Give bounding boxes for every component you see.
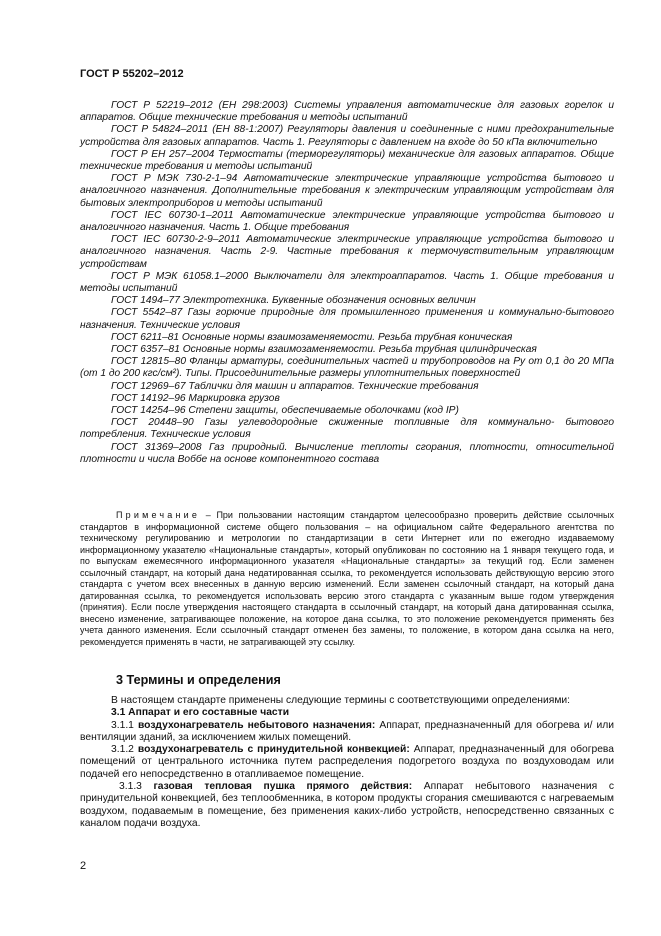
reference-item: ГОСТ 1494–77 Электротехника. Буквенные обозначения основных величин	[111, 295, 476, 307]
subsection-heading	[80, 707, 614, 719]
reference-item: ГОСТ IEC 60730-2-9–2011 Автоматические электрические управляющие устройства бытового и аналогичного назначения. Часть 2-9. Частные требования к термочувствительным управляющим устройствам	[80, 234, 614, 270]
section-body	[80, 695, 614, 830]
term-definition	[80, 781, 614, 830]
reference-item: ГОСТ Р ЕН 257–2004 Термостаты (терморегуляторы) механические для газовых аппаратов. Общие технические требования и методы испытаний	[80, 148, 614, 173]
reference-item: ГОСТ Р 52219–2012 (ЕН 298:2003) Системы управления автоматические для газовых горелок и аппаратов. Общие технические требования и методы испытаний	[80, 100, 614, 124]
term-name: воздухонагреватель небытового назначения:	[137, 719, 376, 731]
term-def: Аппарат, предназначенный для обогрева и/ или вентиляции зданий, за исключением жилых помещений.	[80, 719, 615, 743]
document-header: ГОСТ Р 55202–2012	[80, 68, 184, 80]
term-number: 3.1.1	[111, 719, 138, 731]
term-definition	[80, 720, 614, 745]
term-number: 3.1.3	[119, 781, 154, 793]
term-number: 3.1.2	[111, 744, 138, 756]
reference-item: ГОСТ 6211–81 Основные нормы взаимозаменяемости. Резьба трубная коническая	[111, 331, 513, 343]
subsection-title: 3.1 Аппарат и его составные части	[111, 707, 290, 719]
note-paragraph	[80, 510, 614, 649]
note-text: – При пользовании настоящим стандартом целесообразно проверить действие ссылочных стандартов в информационной системе общего пользования – на официальном сайте Федерального агентства по техническому регулированию и метрологии по стандартизации в сети Интернет или по ежегодно издаваемому информационному указателю «Национальные стандарты», который опубликован по состоянию на 1 января текущего года, и по выпускам ежемесячного информационного указателя «Национальные стандарты» за текущий год. Если заменен ссылочный стандарт, на который дана недатированная ссылка, то рекомендуется использовать действующую версию этого стандарта с учетом всех внесенных в данную версию изменений. Если заменен ссылочный стандарт, на который дана датированная ссылка, то рекомендуется использовать версию этого стандарта с указанным выше годом утверждения (принятия). Если после утверждения настоящего стандарта в ссылочный стандарт, на который дана датированная ссылка, внесено изменение, затрагивающее положение, на которое дана ссылка, то это положение рекомендуется применять без учета данного изменения. Если ссылочный стандарт отменен без замены, то положение, в котором дана ссылка на него, рекомендуется применять в части, не затрагивающей эту ссылку.	[80, 510, 614, 648]
reference-item: ГОСТ 14254–96 Степени защиты, обеспечиваемые оболочками (код IP)	[111, 405, 459, 417]
term-def: Аппарат, предназначенный для обогрева помещений от центрального источника путем распределения подогретого воздуха по воздуховодам или подачей его непосредственно в отапливаемое помещение.	[80, 744, 615, 780]
reference-item: ГОСТ 20448–90 Газы углеводородные сжиженные топливные для коммунально- бытового потребления. Технические условия	[80, 417, 614, 441]
reference-item: ГОСТ 12815–80 Фланцы арматуры, соединительных частей и трубопроводов на Ру от 0,1 до 20 МПа (от 1 до 200 кгс/см²). Типы. Присоединительные размеры уплотнительных поверхностей	[80, 356, 614, 380]
reference-item: ГОСТ IEC 60730-1–2011 Автоматические электрические управляющие устройства бытового и аналогичного назначения. Часть 1. Общие требования	[80, 209, 614, 234]
reference-list	[80, 100, 614, 466]
section-intro: В настоящем стандарте применены следующие термины с соответствующими определениями:	[111, 695, 571, 706]
reference-item: ГОСТ 12969–67 Таблички для машин и аппаратов. Технические требования	[111, 380, 479, 392]
reference-item: ГОСТ Р МЭК 61058.1–2000 Выключатели для электроаппаратов. Часть 1. Общие требования и методы испытаний	[80, 270, 614, 295]
section-title: 3 Термины и определения	[116, 673, 281, 687]
term-name: воздухонагреватель с принудительной конвекцией:	[137, 744, 410, 756]
reference-item: ГОСТ 6357–81 Основные нормы взаимозаменяемости. Резьба трубная цилиндрическая	[111, 344, 537, 356]
reference-item: ГОСТ 31369–2008 Газ природный. Вычисление теплоты сгорания, плотности, относительной плотности и числа Воббе на основе компонентного состава	[80, 441, 614, 465]
note-label: Примечание	[116, 510, 201, 520]
reference-item: ГОСТ Р МЭК 730-2-1–94 Автоматические электрические управляющие устройства бытового и аналогичного назначения. Дополнительные требования к электрическим управляющим устройствам для бытовых электроприборов и методы испытаний	[80, 173, 614, 209]
term-name: газовая тепловая пушка прямого действия:	[153, 781, 413, 793]
page-number: 2	[80, 860, 87, 872]
term-def: Аппарат небытового назначения с принудительной конвекцией, без теплообменника, в котором продукты сгорания смешиваются с нагреваемым воздухом, подаваемым в помещение, без применения каких-либо устройств, непосредственно связанных с каналом подачи воздуха.	[80, 781, 614, 829]
term-definition	[80, 744, 614, 781]
reference-item: ГОСТ 5542–87 Газы горючие природные для промышленного применения и коммунально-бытового назначения. Технические условия	[80, 307, 614, 331]
reference-item: ГОСТ 14192–96 Маркировка грузов	[111, 392, 280, 404]
reference-item: ГОСТ Р 54824–2011 (ЕН 88-1:2007) Регуляторы давления и соединенные с ними предохранительные устройства для газовых аппаратов. Часть 1. Регуляторы с давлением на входе до 50 кПа включительно	[80, 124, 614, 148]
